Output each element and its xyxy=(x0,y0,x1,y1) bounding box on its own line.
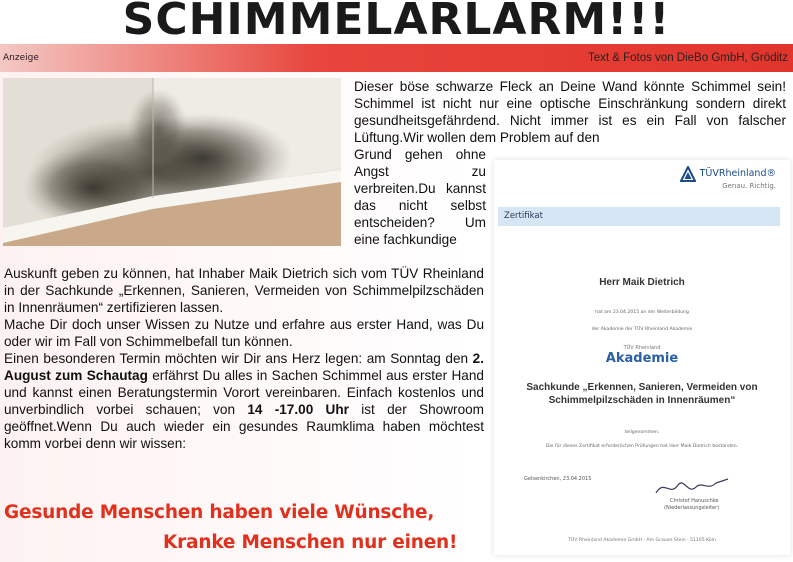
certificate-label: Zertifikat xyxy=(504,211,543,221)
page-title: SCHIMMELARLARM!!! xyxy=(122,0,671,45)
narrow-paragraph: Grund gehen ohne Angst zu verbreiten.Du kannst das nicht selbst entscheiden? Um eine fachkundige xyxy=(354,147,486,247)
certificate-image xyxy=(494,160,790,555)
akademie-logo-small: TÜV Rheinland xyxy=(623,345,661,351)
paragraph-certification: Auskunft geben zu können, hat Inhaber Maik Dietrich sich vom TÜV Rheinland in der Sachkunde „Erkennen, Sanieren, Vermeiden von Schimmelpilzschäden in Innenräumen“ zertifizieren lassen. xyxy=(4,266,484,315)
certificate-footer: TÜV Rheinland Akademie GmbH · Am Grauen Stein · 51105 Köln xyxy=(568,538,716,543)
slogan-line-1: Gesunde Menschen haben viele Wünsche, xyxy=(4,502,435,523)
main-paragraphs xyxy=(4,265,484,452)
event-date: 2. August zum Schautag xyxy=(4,351,484,383)
certificate-fine-3: teilgenommen. xyxy=(624,430,660,435)
akademie-logo xyxy=(494,345,790,366)
intro-paragraph: Dieser böse schwarze Fleck an Deine Wand könnte Schimmel sein! Schimmel ist nicht nur eine optische Einschränkung sondern direkt gesundheitsgefährdend. Nicht immer ist es ein Fall von falscher Lüftung.Wir wollen dem Problem auf den xyxy=(354,79,786,145)
certificate-signer-role: (Niederlassungsleiter) xyxy=(664,505,720,511)
certificate-recipient: Herr Maik Dietrich xyxy=(599,277,685,288)
paragraph-knowledge: Mache Dir doch unser Wissen zu Nutze und erfahre aus erster Hand, was Du oder wir im Fall von Schimmelbefall tun können. xyxy=(4,317,484,349)
signature-mark xyxy=(652,475,732,499)
certificate-fine-4: Die für dieses Zertifikat erforderlichen Prüfungen hat Herr Maik Dietrich bestanden. xyxy=(545,444,739,449)
certificate-fine-1: hat am 23.04.2015 an der Weiterbildung xyxy=(595,310,689,315)
certificate-signer: Christof Hanuschke xyxy=(670,498,719,504)
certificate-header-bar xyxy=(498,207,780,226)
slogan-line-2: Kranke Menschen nur einen! xyxy=(163,532,458,553)
akademie-logo-text: Akademie xyxy=(605,351,679,366)
tuv-triangle-icon xyxy=(680,166,696,182)
ad-tag: Anzeige xyxy=(3,53,39,63)
event-hours: 14 -17.00 Uhr xyxy=(247,402,349,417)
paragraph-event xyxy=(4,350,484,452)
event-text-a: Einen besonderen Termin möchten wir Dir ans Herz legen: am Sonntag den xyxy=(4,351,473,366)
certificate-place-date: Gelsenkirchen, 23.04.2015 xyxy=(524,476,592,482)
certificate-course: Sachkunde „Erkennen, Sanieren, Vermeiden von Schimmelpilzschäden in Innenräumen“ xyxy=(526,382,758,406)
tuv-brand: TÜVRheinland® xyxy=(699,168,776,179)
mold-wall-photo xyxy=(3,78,341,246)
event-text-b: erfährst Du alles in Sachen Schimmel aus erster Hand und kannst einen Beratungstermin Vorort vereinbaren. Einfach kostenlos und unverbindlich vorbei schauen; von xyxy=(4,368,484,417)
event-text-c: ist der Showroom geöffnet.Wenn Du auch wieder ein gesundes Raumklima haben möchtest komm vorbei denn wir wissen: xyxy=(4,402,485,451)
certificate-fine-2: der Akademie der TÜV Rheinland Akademie xyxy=(591,327,693,332)
photo-credit: Text & Fotos von DieBo GmbH, Gröditz xyxy=(587,52,788,64)
tuv-brand-sub: Genau. Richtig. xyxy=(722,182,776,190)
